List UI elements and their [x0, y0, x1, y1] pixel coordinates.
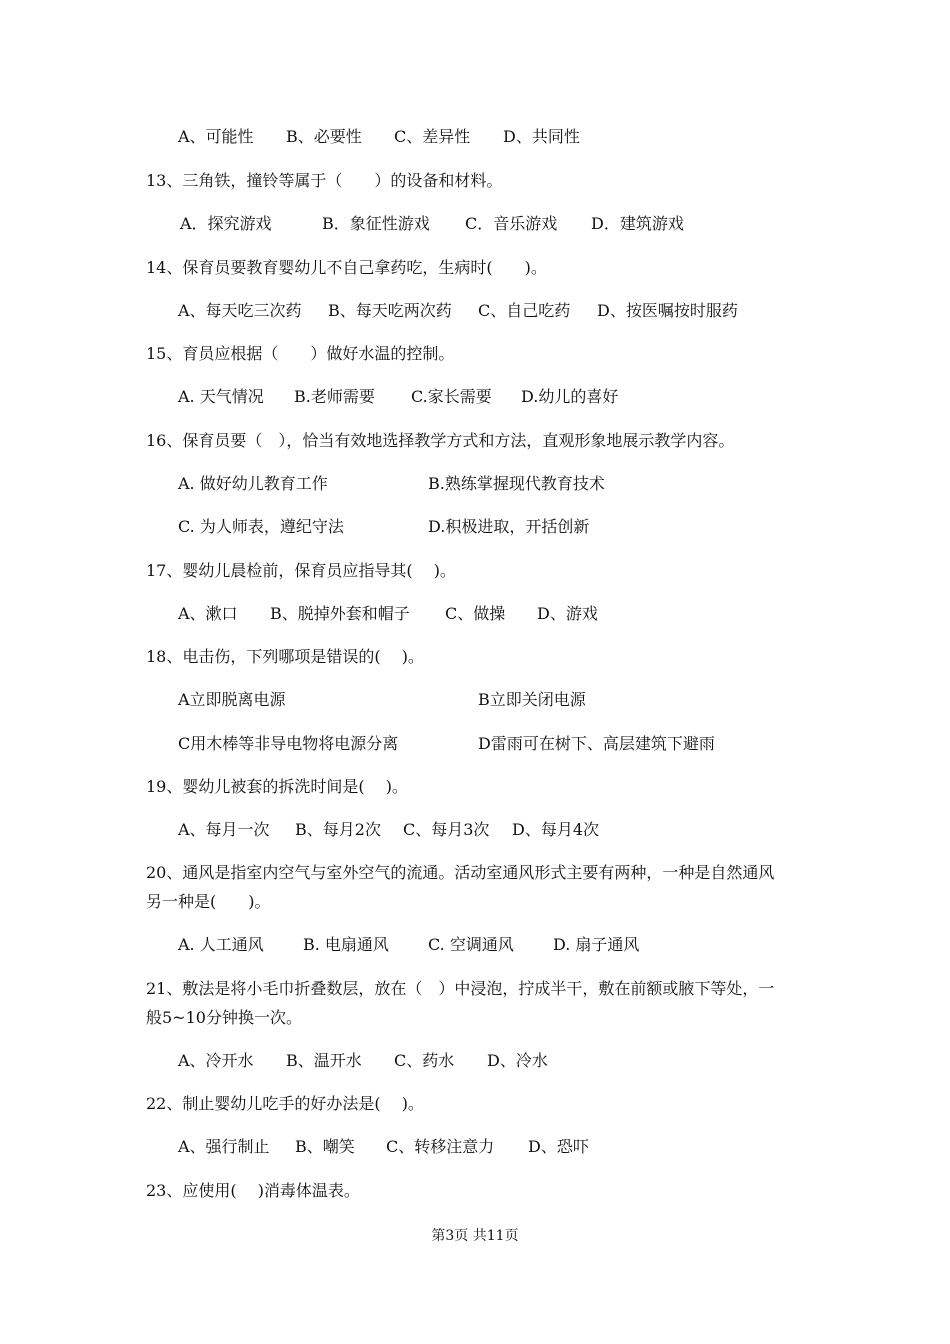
q19-option-c: C、每月3次: [403, 820, 490, 839]
q19-stem: 19、婴幼儿被套的拆洗时间是( )。: [146, 777, 408, 796]
q14-option-b: B、每天吃两次药: [328, 301, 452, 320]
q22-option-d: D、恐吓: [528, 1137, 589, 1156]
q21-option-c: C、药水: [394, 1051, 455, 1070]
q18-option-b: B立即关闭电源: [478, 690, 586, 709]
q23-stem: 23、应使用( )消毒体温表。: [146, 1181, 360, 1200]
q20-option-c: C. 空调通风: [428, 935, 514, 954]
q19-option-b: B、每月2次: [295, 820, 381, 839]
q13-stem: 13、三角铁，撞铃等属于（ ）的设备和材料。: [146, 171, 503, 190]
q19-option-d: D、每月4次: [512, 820, 600, 839]
q15-option-b: B.老师需要: [294, 387, 375, 406]
q14-option-c: C、自己吃药: [478, 301, 571, 320]
q15-option-c: C.家长需要: [411, 387, 492, 406]
q21-option-a: A、冷开水: [178, 1051, 254, 1070]
q22-option-c: C、转移注意力: [386, 1137, 495, 1156]
q22-option-a: A、强行制止: [178, 1137, 270, 1156]
q20-option-d: D. 扇子通风: [553, 935, 640, 954]
q21-option-d: D、冷水: [487, 1051, 548, 1070]
q16-stem: 16、保育员要（ ），恰当有效地选择教学方式和方法，直观形象地展示教学内容。: [146, 431, 735, 450]
q17-option-a: A、漱口: [178, 604, 238, 623]
q16-option-a: A. 做好幼儿教育工作: [178, 474, 328, 493]
q17-stem: 17、婴幼儿晨检前，保育员应指导其( )。: [146, 561, 456, 580]
q14-option-a: A、每天吃三次药: [178, 301, 302, 320]
q18-option-a: A立即脱离电源: [178, 690, 286, 709]
q14-option-d: D、按医嘱按时服药: [597, 301, 738, 320]
q14-stem: 14、保育员要教育婴幼儿不自己拿药吃，生病时( )。: [146, 258, 547, 277]
q15-stem: 15、育员应根据（ ）做好水温的控制。: [146, 344, 455, 363]
q20-stem-line2: 另一种是( )。: [146, 892, 271, 911]
q22-stem: 22、制止婴幼儿吃手的好办法是( )。: [146, 1094, 424, 1113]
q20-option-a: A. 人工通风: [178, 935, 264, 954]
q13-option-c: C．音乐游戏: [465, 214, 558, 233]
q18-stem: 18、电击伤，下列哪项是错误的( )。: [146, 647, 424, 666]
q17-option-d: D、游戏: [537, 604, 598, 623]
q16-option-c: C. 为人师表，遵纪守法: [178, 517, 344, 536]
q15-option-a: A. 天气情况: [178, 387, 264, 406]
q17-option-b: B、脱掉外套和帽子: [270, 604, 410, 623]
q13-option-a: A．探究游戏: [180, 214, 272, 233]
q16-option-b: B.熟练掌握现代教育技术: [428, 474, 605, 493]
q18-option-c: C用木棒等非导电物将电源分离: [178, 734, 399, 753]
q12-option-c: C、差异性: [394, 127, 471, 146]
page-number: 第3页 共11页: [431, 1228, 519, 1244]
q12-option-a: A、可能性: [178, 127, 254, 146]
q22-option-b: B、嘲笑: [295, 1137, 355, 1156]
q20-option-b: B. 电扇通风: [303, 935, 389, 954]
q21-stem-line2: 般5~10分钟换一次。: [146, 1008, 302, 1027]
q21-stem-line1: 21、敷法是将小毛巾折叠数层，放在（ ）中浸泡，拧成半干，敷在前额或腋下等处，一: [146, 979, 775, 998]
q19-option-a: A、每月一次: [178, 820, 270, 839]
q18-option-d: D雷雨可在树下、高层建筑下避雨: [478, 734, 715, 753]
q15-option-d: D.幼儿的喜好: [521, 387, 619, 406]
q13-option-b: B．象征性游戏: [322, 214, 430, 233]
q17-option-c: C、做操: [445, 604, 506, 623]
q13-option-d: D．建筑游戏: [591, 214, 684, 233]
q21-option-b: B、温开水: [286, 1051, 362, 1070]
q12-option-b: B、必要性: [286, 127, 362, 146]
q12-option-d: D、共同性: [503, 127, 580, 146]
q20-stem-line1: 20、通风是指室内空气与室外空气的流通。活动室通风形式主要有两种，一种是自然通风: [146, 863, 775, 882]
q16-option-d: D.积极进取，开括创新: [428, 517, 590, 536]
